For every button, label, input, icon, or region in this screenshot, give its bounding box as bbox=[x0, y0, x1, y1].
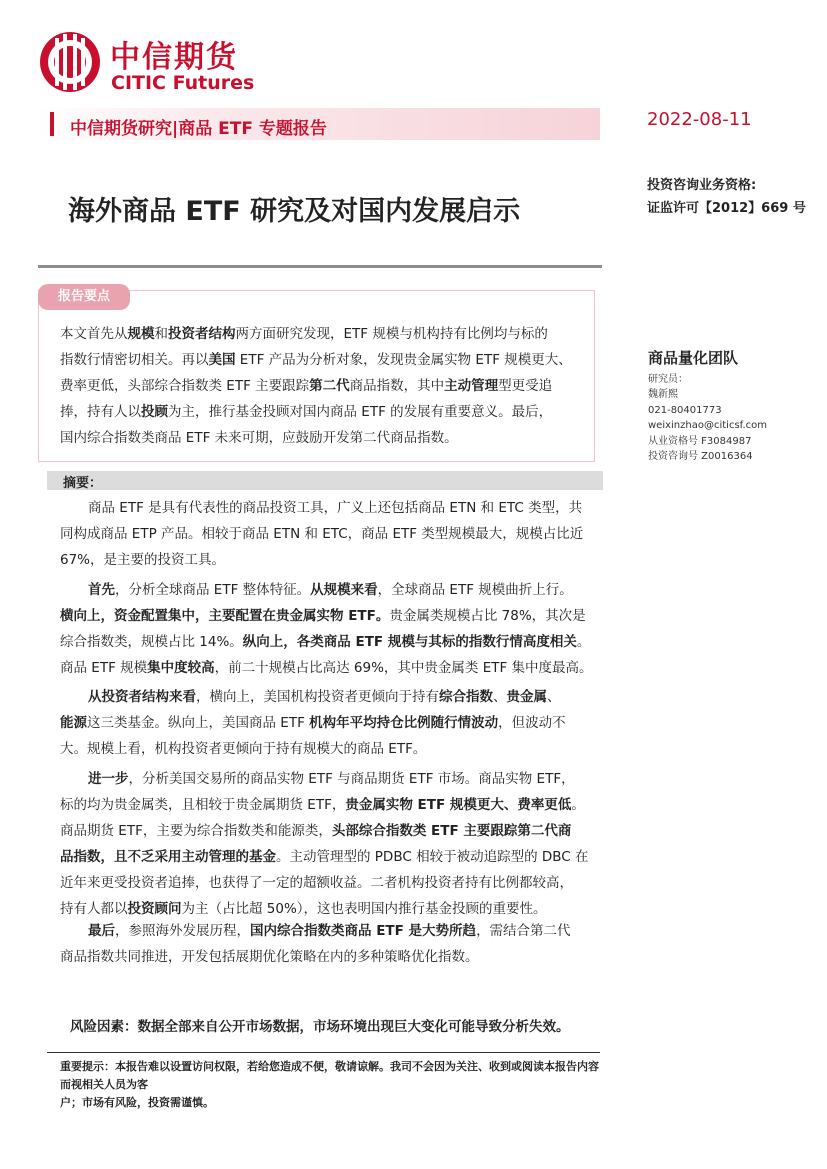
summary-bold-investor: 投资者结构 bbox=[168, 326, 236, 342]
p5-line-2: 商品指数共同推进，开发包括展期优化策略在内的多种策略优化指数。 bbox=[60, 949, 479, 965]
p1-line-2: 同构成商品 ETP 产品。相较于商品 ETN 和 ETC，商品 ETF 类型规模最大，规模占比近 bbox=[60, 526, 584, 542]
summary-line: 费率更低，头部综合指数类 ETF 主要跟踪第二代商品指数，其中主动管理型更受追 bbox=[60, 378, 553, 394]
p5-line-1: 最后，参照海外发展历程，国内综合指数类商品 ETF 是大势所趋，需结合第二代 bbox=[88, 923, 571, 939]
qualification-line2: 证监许可【2012】669 号 bbox=[647, 201, 806, 216]
abstract-paragraph-3 bbox=[60, 684, 602, 762]
p4-line-3: 商品期货 ETF，主要为综合指数类和能源类，头部综合指数类 ETF 主要跟踪第二代商 bbox=[60, 823, 572, 839]
abstract-bar bbox=[47, 471, 603, 490]
notice-line-2: 户；市场有风险，投资需谨慎。 bbox=[60, 1096, 214, 1109]
researcher-name: 魏新熙 bbox=[648, 389, 678, 401]
summary-line: 本文首先从规模和投资者结构两方面研究发现，ETF 规模与机构持有比例均与标的 bbox=[60, 326, 548, 342]
summary-bold-advisor: 投顾 bbox=[141, 404, 168, 420]
summary-bold-us: 美国 bbox=[208, 352, 236, 368]
band-accent-bar bbox=[50, 112, 54, 136]
logo-name-cn: 中信期货 bbox=[110, 40, 238, 75]
p1-line-3: 67%，是主要的投资工具。 bbox=[60, 552, 226, 568]
abstract-paragraph-2 bbox=[60, 577, 602, 681]
p4-line-4: 品指数，且不乏采用主动管理的基金。主动管理型的 PDBC 相较于被动追踪型的 DBC 在 bbox=[60, 849, 589, 865]
team-title: 商品量化团队 bbox=[648, 349, 739, 367]
band-text: 中信期货研究|商品 ETF 专题报告 bbox=[70, 119, 327, 139]
footer-divider bbox=[47, 1052, 600, 1053]
summary-text bbox=[60, 321, 588, 451]
p4-line-2: 标的均为贵金属类，且相较于贵金属期货 ETF，贵金属实物 ETF 规模更大、费率更低。 bbox=[60, 797, 585, 813]
p2-line-3: 综合指数类，规模占比 14%。纵向上，各类商品 ETF 规模与其标的指数行情高度相关。 bbox=[60, 634, 591, 650]
abstract-paragraph-5 bbox=[60, 918, 602, 970]
abstract-label: 摘要： bbox=[63, 476, 103, 491]
p3-line-3: 大。规模上看，机构投资者更倾向于持有规模大的商品 ETF。 bbox=[60, 741, 427, 757]
company-logo bbox=[38, 30, 258, 94]
logo-name-en: CITIC Futures bbox=[111, 72, 255, 94]
researcher-advisory: 投资咨询号 Z0016364 bbox=[648, 451, 753, 463]
researcher-label: 研究员： bbox=[648, 374, 688, 385]
report-date: 2022-08-11 bbox=[647, 109, 752, 130]
summary-bold-gen2: 第二代 bbox=[309, 378, 350, 394]
p4-line-6: 持有人都以投资顾问为主（占比超 50%），这也表明国内推行基金投顾的重要性。 bbox=[60, 901, 547, 917]
p2-line-2: 横向上，资金配置集中，主要配置在贵金属实物 ETF。贵金属类规模占比 78%，其次是 bbox=[60, 608, 586, 624]
summary-bold-scale: 规模 bbox=[127, 326, 155, 342]
title-divider bbox=[38, 265, 602, 268]
abstract-paragraph-4 bbox=[60, 766, 602, 922]
p3-line-2: 能源这三类基金。纵向上，美国商品 ETF 机构年平均持仓比例随行情波动，但波动不 bbox=[60, 715, 566, 731]
researcher-info bbox=[648, 372, 767, 464]
summary-line: 指数行情密切相关。再以美国 ETF 产品为分析对象，发现贵金属实物 ETF 规模更大、 bbox=[60, 352, 572, 368]
researcher-cert: 从业资格号 F3084987 bbox=[648, 435, 752, 447]
risk-factors: 风险因素：数据全部来自公开市场数据，市场环境出现巨大变化可能导致分析失效。 bbox=[70, 1019, 570, 1035]
qualification-line1: 投资咨询业务资格: bbox=[647, 178, 757, 193]
notice-line-1: 重要提示：本报告难以设置访问权限，若给您造成不便，敬请谅解。我司不会因为关注、收到或阅读本报告内容而视相关人员为客 bbox=[60, 1060, 599, 1091]
summary-line: 捧，持有人以投顾为主，推行基金投顾对国内商品 ETF 的发展有重要意义。最后， bbox=[60, 404, 553, 420]
researcher-phone: 021-80401773 bbox=[648, 404, 722, 416]
summary-line: 国内综合指数类商品 ETF 未来可期，应鼓励开发第二代商品指数。 bbox=[60, 430, 458, 446]
abstract-paragraph-1 bbox=[60, 495, 602, 573]
p3-line-1: 从投资者结构来看，横向上，美国机构投资者更倾向于持有综合指数、贵金属、 bbox=[88, 689, 561, 705]
header-band bbox=[38, 108, 600, 140]
p4-line-5: 近年来更受投资者追捧，也获得了一定的超额收益。二者机构投资者持有比例都较高， bbox=[60, 875, 573, 891]
report-title: 海外商品 ETF 研究及对国内发展启示 bbox=[68, 196, 521, 227]
qualification bbox=[647, 174, 806, 220]
summary-bold-active: 主动管理 bbox=[444, 378, 499, 394]
p2-line-4: 商品 ETF 规模集中度较高，前二十规模占比高达 69%，其中贵金属类 ETF 集中度最高。 bbox=[60, 660, 593, 676]
summary-tag: 报告要点 bbox=[38, 284, 130, 310]
important-notice bbox=[60, 1058, 600, 1112]
p1-line-1: 商品 ETF 是具有代表性的商品投资工具，广义上还包括商品 ETN 和 ETC 类型，共 bbox=[88, 500, 583, 516]
p2-line-1: 首先，分析全球商品 ETF 整体特征。从规模来看，全球商品 ETF 规模曲折上行。 bbox=[88, 582, 573, 598]
citic-logo-icon bbox=[38, 30, 102, 94]
p4-line-1: 进一步，分析美国交易所的商品实物 ETF 与商品期货 ETF 市场。商品实物 ETF， bbox=[88, 771, 575, 787]
researcher-email: weixinzhao@citicsf.com bbox=[648, 420, 767, 432]
